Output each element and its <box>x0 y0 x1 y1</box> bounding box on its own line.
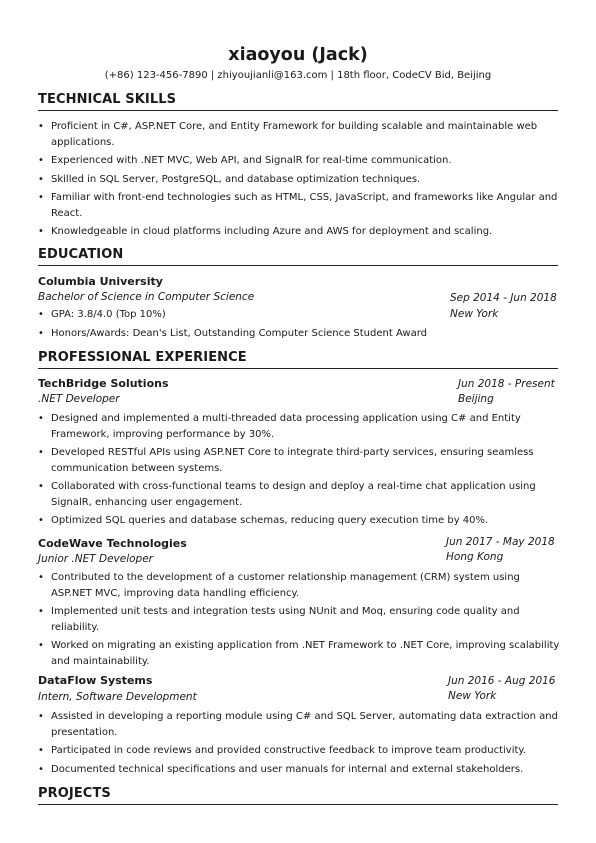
list-item: • Documented technical specifications and user manuals for internal and external stakeholders. <box>38 762 560 778</box>
section-divider <box>38 265 558 266</box>
list-item: • Collaborated with cross-functional teams to design and deploy a real-time chat application using SignalR, enhancing user engagement. <box>38 479 560 510</box>
job-dates: Jun 2018 - Present <box>458 378 555 390</box>
education-list <box>38 307 560 344</box>
candidate-name: xiaoyou (Jack) <box>228 45 368 65</box>
job-location: New York <box>448 690 497 702</box>
list-item: • Implemented unit tests and integration tests using NUnit and Moq, ensuring code quality and reliability. <box>38 604 560 635</box>
list-item: • Optimized SQL queries and database schemas, reducing query execution time by 40%. <box>38 513 560 529</box>
list-item: • Skilled in SQL Server, PostgreSQL, and database optimization techniques. <box>38 172 560 188</box>
list-item: • Familiar with front-end technologies such as HTML, CSS, JavaScript, and frameworks like Angular and React. <box>38 190 560 221</box>
school-name: Columbia University <box>38 275 163 288</box>
job-bullets <box>38 709 560 780</box>
list-item: • Developed RESTful APIs using ASP.NET Core to integrate third-party services, ensuring seamless communication between systems. <box>38 445 560 476</box>
section-divider <box>38 110 558 111</box>
section-title: PROFESSIONAL EXPERIENCE <box>38 350 247 365</box>
list-item: • Honors/Awards: Dean's List, Outstanding Computer Science Student Award <box>38 326 560 342</box>
list-item: • Designed and implemented a multi-threaded data processing application using C# and Entity Framework, improving performance by 30%. <box>38 411 560 442</box>
list-item: • GPA: 3.8/4.0 (Top 10%) <box>38 307 560 323</box>
job-role: Junior .NET Developer <box>38 553 153 565</box>
contact-line: (+86) 123-456-7890 | zhiyoujianli@163.com | 18th floor, CodeCV Bid, Beijing <box>104 70 492 81</box>
job-bullets <box>38 411 560 532</box>
company-name: DataFlow Systems <box>38 674 153 687</box>
section-technical-skills <box>38 92 558 108</box>
job-bullets <box>38 570 560 672</box>
job-dates: Jun 2016 - Aug 2016 <box>448 675 556 687</box>
job-dates: Jun 2017 - May 2018 <box>446 536 555 548</box>
education-location: New York <box>450 308 499 320</box>
section-professional-experience <box>38 350 558 366</box>
section-projects <box>38 786 558 802</box>
job-entry <box>38 377 558 409</box>
list-item: • Participated in code reviews and provided constructive feedback to improve team productivity. <box>38 743 560 759</box>
section-divider <box>38 804 558 805</box>
section-title: PROJECTS <box>38 786 111 801</box>
skills-list <box>38 119 560 243</box>
company-name: CodeWave Technologies <box>38 537 187 550</box>
section-education <box>38 247 558 263</box>
education-dates: Sep 2014 - Jun 2018 <box>450 292 557 304</box>
job-location: Hong Kong <box>446 551 504 563</box>
list-item: • Proficient in C#, ASP.NET Core, and Entity Framework for building scalable and maintainable web applications. <box>38 119 560 150</box>
list-item: • Experienced with .NET MVC, Web API, and SignalR for real-time communication. <box>38 153 560 169</box>
list-item: • Worked on migrating an existing application from .NET Framework to .NET Core, improving scalability and maintainability. <box>38 638 560 669</box>
job-entry <box>38 674 558 706</box>
company-name: TechBridge Solutions <box>38 377 169 390</box>
degree: Bachelor of Science in Computer Science <box>38 291 255 303</box>
list-item: • Knowledgeable in cloud platforms including Azure and AWS for deployment and scaling. <box>38 224 560 240</box>
section-divider <box>38 368 558 369</box>
job-role: .NET Developer <box>38 393 120 405</box>
section-title: EDUCATION <box>38 247 124 262</box>
job-location: Beijing <box>458 393 494 405</box>
job-role: Intern, Software Development <box>38 691 197 703</box>
job-entry <box>38 535 558 567</box>
list-item: • Assisted in developing a reporting module using C# and SQL Server, automating data extraction and presentation. <box>38 709 560 740</box>
list-item: • Contributed to the development of a customer relationship management (CRM) system using ASP.NET MVC, improving data handling efficiency. <box>38 570 560 601</box>
section-title: TECHNICAL SKILLS <box>38 92 177 107</box>
